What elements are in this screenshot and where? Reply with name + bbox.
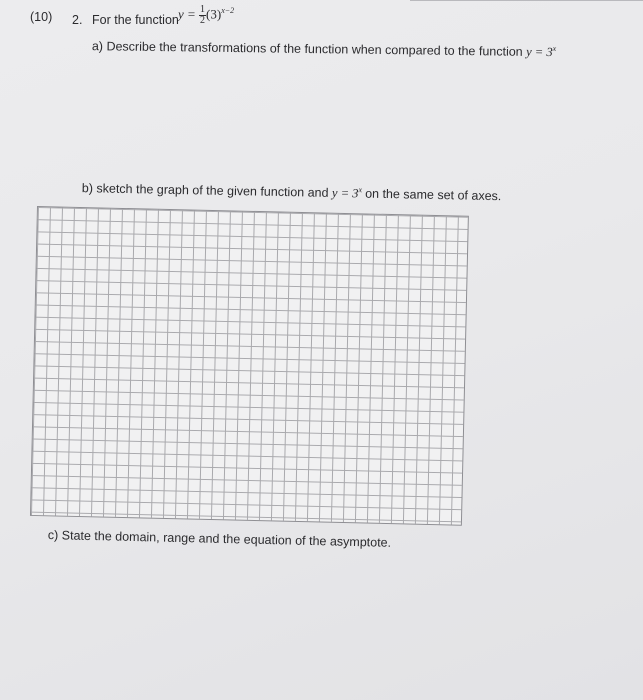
part-a-text: Describe the transformations of the function when compared to the function xyxy=(106,39,523,59)
given-function-exponent: x−2 xyxy=(221,6,235,16)
given-function-fraction xyxy=(199,5,206,26)
part-c-label: c) xyxy=(47,528,59,543)
part-a-function-lhs: y = 3 xyxy=(526,44,553,60)
question-number: 2. xyxy=(72,13,83,27)
part-b-function-lhs: y = 3 xyxy=(331,185,359,201)
given-function xyxy=(178,5,234,26)
question-intro: For the function xyxy=(92,13,179,27)
part-b-function xyxy=(332,186,365,201)
part-a-function xyxy=(526,45,556,59)
fraction-numerator: 1 xyxy=(200,4,206,15)
fraction-denominator: 2 xyxy=(200,15,206,26)
part-b-text-after: on the same set of axes. xyxy=(365,186,502,204)
given-function-lhs: y = xyxy=(178,6,196,22)
part-a-function-exponent: x xyxy=(552,44,557,54)
part-c xyxy=(48,528,392,550)
part-a-label: a) xyxy=(91,39,104,54)
part-b-label: b) xyxy=(81,181,94,196)
part-b xyxy=(82,180,502,204)
marks-label: (10) xyxy=(30,10,53,24)
part-c-text: State the domain, range and the equation of the asymptote. xyxy=(61,528,392,550)
part-b-function-exponent: x xyxy=(358,185,363,195)
top-rule-line xyxy=(410,0,643,1)
graph-grid xyxy=(30,206,469,526)
given-function-base: (3) xyxy=(206,6,222,22)
part-a xyxy=(92,38,557,60)
part-b-text-before: sketch the graph of the given function and xyxy=(96,181,329,200)
